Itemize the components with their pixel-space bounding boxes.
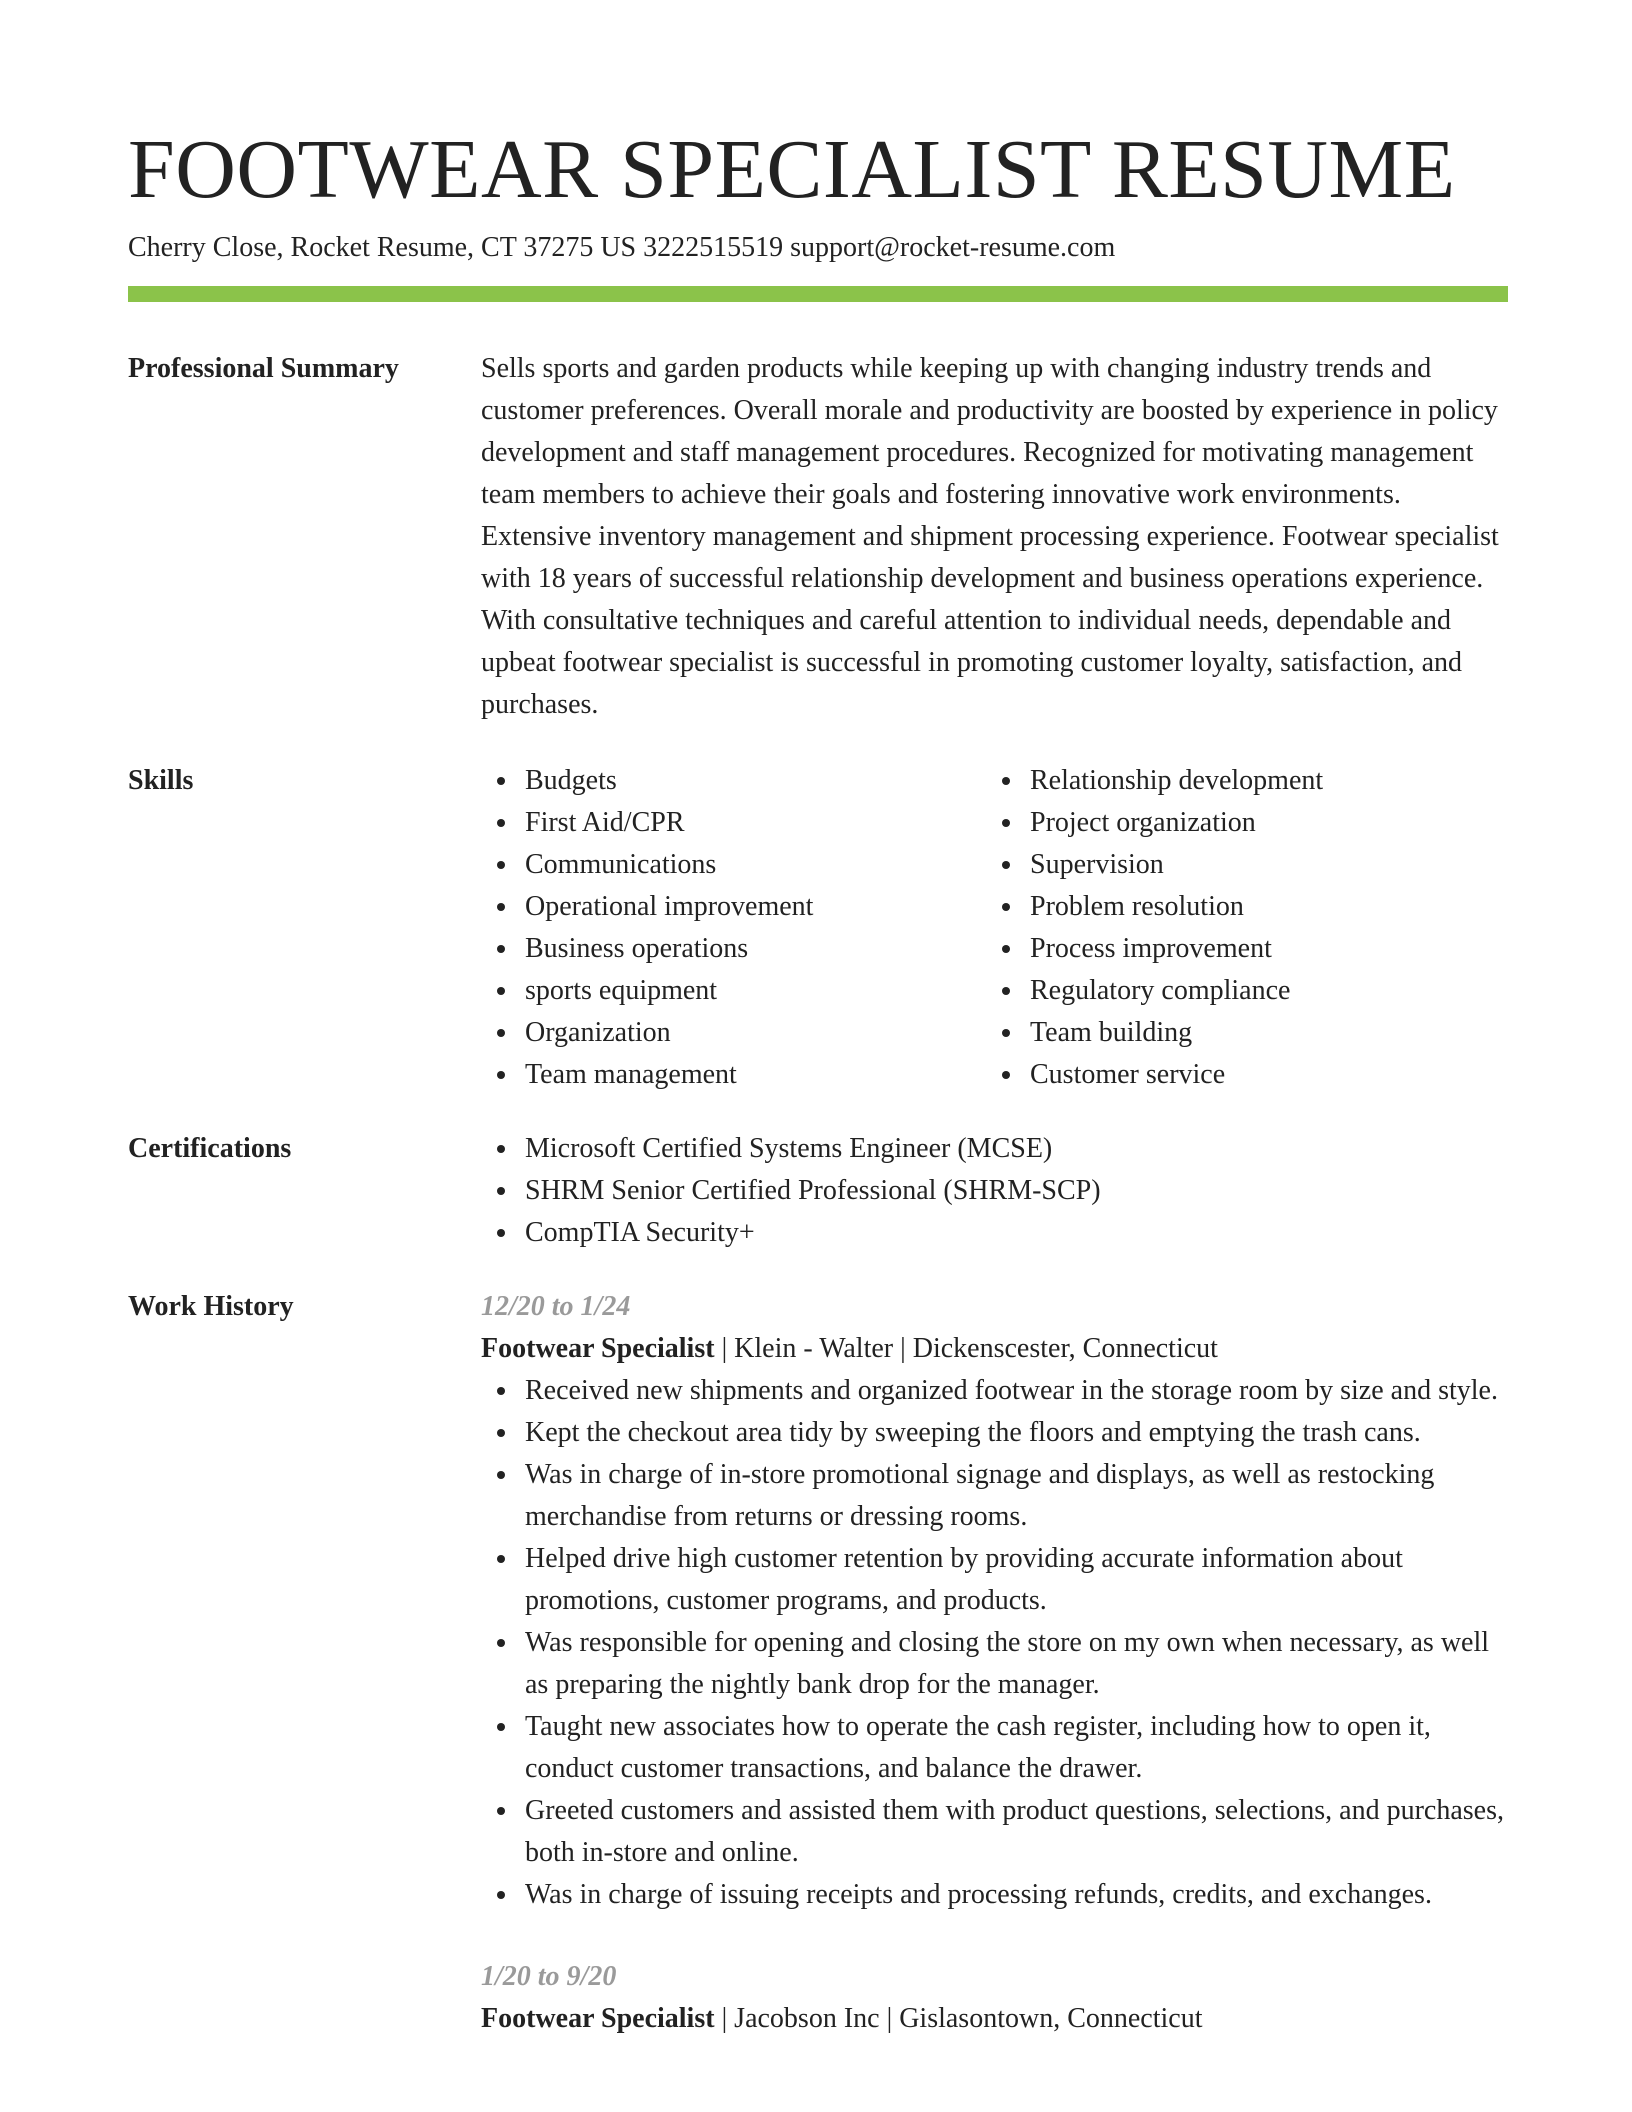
certifications-list bbox=[481, 1128, 1508, 1254]
skill-item: Relationship development bbox=[986, 760, 1486, 802]
job-duty-item: Received new shipments and organized footwear in the storage room by size and style. bbox=[481, 1370, 1508, 1412]
work-history-body bbox=[481, 1286, 1508, 2040]
job-duty-item: Taught new associates how to operate the cash register, including how to open it, conduct customer transactions, and balance the drawer. bbox=[481, 1706, 1508, 1790]
certification-item: SHRM Senior Certified Professional (SHRM-SCP) bbox=[481, 1170, 1508, 1212]
skill-item: Regulatory compliance bbox=[986, 970, 1486, 1012]
skill-item: sports equipment bbox=[481, 970, 981, 1012]
contact-email: support@rocket-resume.com bbox=[790, 232, 1116, 263]
job-separator: | bbox=[721, 1333, 728, 1364]
skill-item: Customer service bbox=[986, 1054, 1486, 1096]
skill-item: Business operations bbox=[481, 928, 981, 970]
job-dates: 12/20 to 1/24 bbox=[481, 1291, 631, 1322]
skill-item: Process improvement bbox=[986, 928, 1486, 970]
skills-body bbox=[481, 760, 1508, 1096]
job-heading bbox=[481, 1328, 1508, 1370]
certification-item: Microsoft Certified Systems Engineer (MCSE) bbox=[481, 1128, 1508, 1170]
job-duty-item: Was in charge of issuing receipts and processing refunds, credits, and exchanges. bbox=[481, 1874, 1508, 1916]
job-title: Footwear Specialist bbox=[481, 1333, 715, 1364]
job-heading bbox=[481, 1998, 1508, 2040]
skills-label: Skills bbox=[128, 765, 194, 796]
summary-text: Sells sports and garden products while keeping up with changing industry trends and customer preferences. Overall morale and productivity are boosted by experience in policy development and staff management procedures. Recognized for motivating management team members to achieve their goals and fostering innovative work environments. Extensive inventory management and shipment processing experience. Footwear specialist with 18 years of successful relationship development and business operations experience. With consultative techniques and careful attention to individual needs, dependable and upbeat footwear specialist is successful in promoting customer loyalty, satisfaction, and purchases. bbox=[481, 353, 1499, 720]
job-duty-item: Greeted customers and assisted them with product questions, selections, and purchases, both in-store and online. bbox=[481, 1790, 1508, 1874]
skill-item: Operational improvement bbox=[481, 886, 981, 928]
job-entry bbox=[481, 1286, 1508, 1916]
skill-item: Problem resolution bbox=[986, 886, 1486, 928]
contact-phone: 3222515519 bbox=[643, 232, 784, 263]
skill-item: Team building bbox=[986, 1012, 1486, 1054]
job-duty-item: Was in charge of in-store promotional signage and displays, as well as restocking merchandise from returns or dressing rooms. bbox=[481, 1454, 1508, 1538]
certification-item: CompTIA Security+ bbox=[481, 1212, 1508, 1254]
certifications-body bbox=[481, 1128, 1508, 1254]
skill-item: Budgets bbox=[481, 760, 981, 802]
certifications-label: Certifications bbox=[128, 1133, 292, 1164]
job-dates: 1/20 to 9/20 bbox=[481, 1961, 617, 1992]
skill-item: Project organization bbox=[986, 802, 1486, 844]
header-divider bbox=[128, 286, 1508, 302]
summary-label: Professional Summary bbox=[128, 353, 399, 384]
job-company: Jacobson Inc bbox=[734, 2003, 880, 2034]
job-title: Footwear Specialist bbox=[481, 2003, 715, 2034]
job-separator: | bbox=[886, 2003, 893, 2034]
summary-body bbox=[481, 348, 1508, 726]
work-history-label: Work History bbox=[128, 1291, 294, 1322]
job-duties-list bbox=[481, 1370, 1508, 1916]
skill-item: Organization bbox=[481, 1012, 981, 1054]
contact-line bbox=[128, 230, 1115, 266]
skill-item: Communications bbox=[481, 844, 981, 886]
skill-item: Supervision bbox=[986, 844, 1486, 886]
job-location: Gislasontown, Connecticut bbox=[899, 2003, 1203, 2034]
job-separator: | bbox=[900, 1333, 906, 1364]
skill-item: Team management bbox=[481, 1054, 981, 1096]
job-duty-item: Was responsible for opening and closing the store on my own when necessary, as well as preparing the nightly bank drop for the manager. bbox=[481, 1622, 1508, 1706]
job-separator: | bbox=[721, 2003, 728, 2034]
skills-list-right bbox=[986, 760, 1486, 1096]
job-duty-item: Helped drive high customer retention by providing accurate information about promotions, customer programs, and products. bbox=[481, 1538, 1508, 1622]
skill-item: First Aid/CPR bbox=[481, 802, 981, 844]
job-duty-item: Kept the checkout area tidy by sweeping the floors and emptying the trash cans. bbox=[481, 1412, 1508, 1454]
job-company: Klein - Walter bbox=[734, 1333, 894, 1364]
skills-list-left bbox=[481, 760, 981, 1096]
job-location: Dickenscester, Connecticut bbox=[912, 1333, 1218, 1364]
job-entry bbox=[481, 1956, 1508, 2040]
resume-title: FOOTWEAR SPECIALIST RESUME bbox=[128, 123, 1456, 216]
contact-address: Cherry Close, Rocket Resume, CT 37275 US bbox=[128, 232, 637, 263]
